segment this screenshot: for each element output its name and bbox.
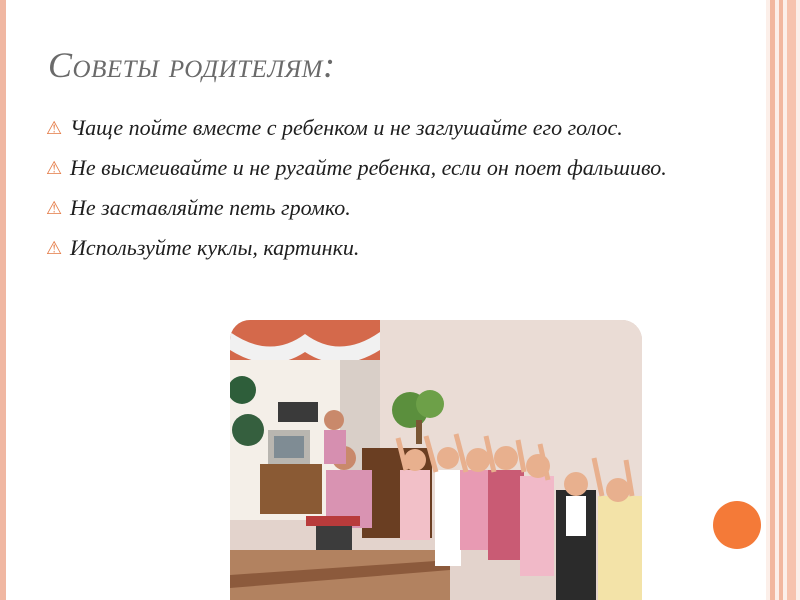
right-stripe: [779, 0, 783, 600]
bullet-item: [44, 192, 704, 224]
bullet-icon: ⚠: [46, 118, 63, 138]
bullet-item: [44, 232, 704, 264]
bullet-text: Не высмеивайте и не ругайте ребенка, если он поет фальшиво.: [70, 155, 667, 180]
bullet-item: [44, 152, 704, 184]
bullet-icon: ⚠: [46, 238, 63, 258]
bullet-item: [44, 112, 704, 144]
bullet-list: [44, 112, 704, 272]
right-stripe: [770, 0, 775, 600]
bullet-text: Чаще пойте вместе с ребенком и не заглушайте его голос.: [70, 115, 623, 140]
bullet-icon: ⚠: [46, 198, 63, 218]
bullet-text: Используйте куклы, картинки.: [70, 235, 360, 260]
orange-accent-circle: [713, 501, 761, 549]
photo-illustration: [230, 320, 642, 600]
right-stripe: [787, 0, 796, 600]
bullet-icon: ⚠: [46, 158, 63, 178]
children-singing-photo: [230, 320, 642, 600]
bullet-text: Не заставляйте петь громко.: [70, 195, 351, 220]
left-border: [0, 0, 6, 600]
slide-title: Советы родителям:: [48, 45, 336, 85]
